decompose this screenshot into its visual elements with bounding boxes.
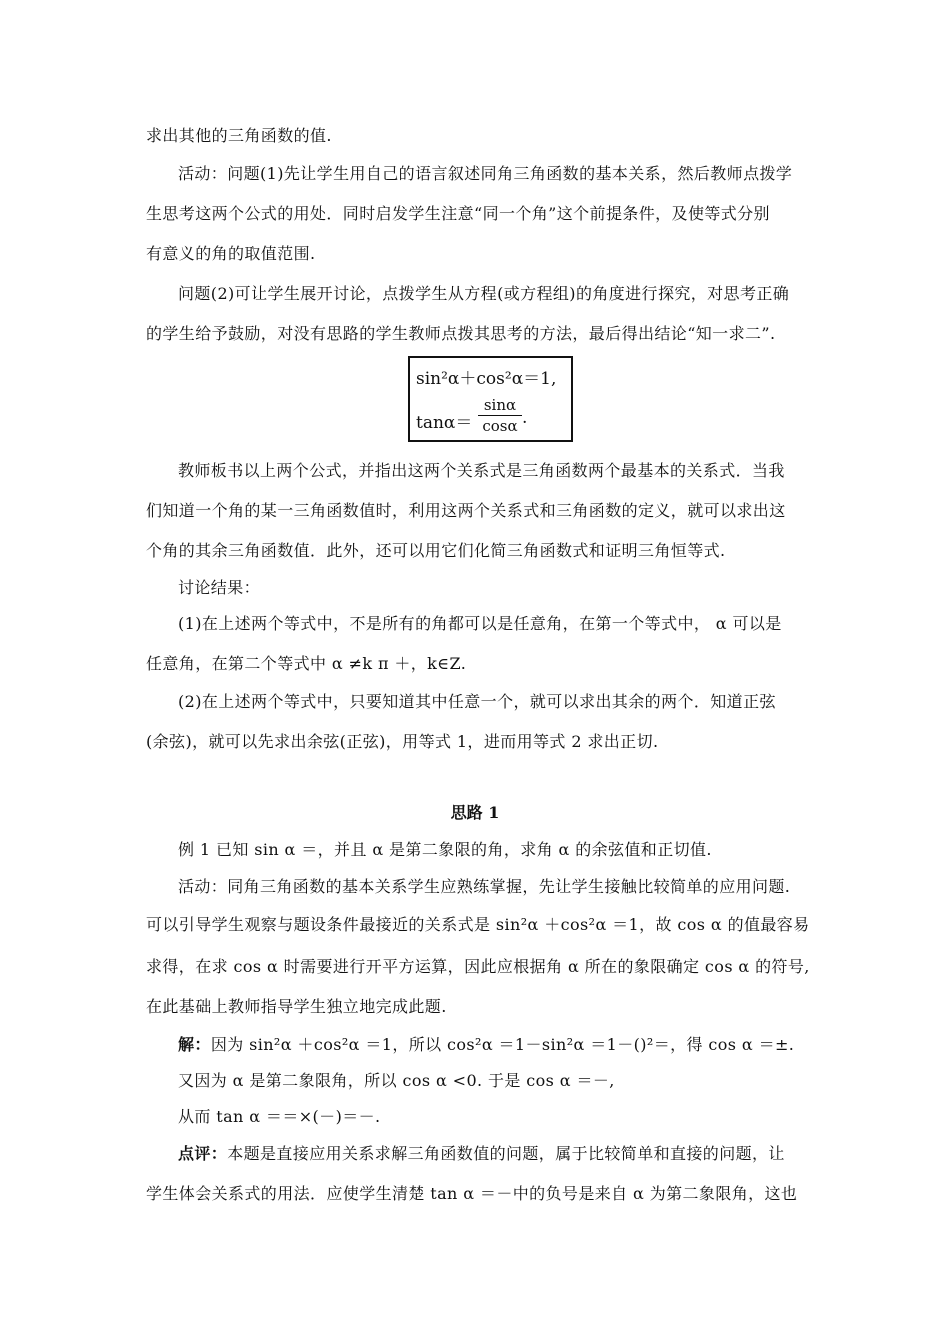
solution-label: 解：: [178, 1035, 211, 1054]
fraction-bar: [478, 415, 522, 416]
formula-period: .: [522, 408, 528, 428]
paragraph-line: 学生体会关系式的用法．应使学生清楚 tan α ＝－中的负号是来自 α 为第二象限角，这也: [146, 1184, 798, 1203]
paragraph-line: (2)在上述两个等式中，只要知道其中任意一个，就可以求出其余的两个．知道正弦: [178, 692, 776, 711]
section-title: 思路 1: [450, 803, 500, 822]
paragraph-line: 活动：同角三角函数的基本关系学生应熟练掌握，先让学生接触比较简单的应用问题.: [178, 877, 791, 896]
paragraph-line: 讨论结果：: [178, 578, 261, 597]
formula-fraction: [478, 396, 522, 435]
paragraph-line: 例 1 已知 sin α ＝，并且 α 是第二象限的角，求角 α 的余弦值和正切值.: [178, 840, 712, 859]
fraction-denominator: cosα: [482, 417, 518, 435]
paragraph-line: 又因为 α 是第二象限角，所以 cos α <0. 于是 cos α ＝－,: [178, 1071, 615, 1090]
comment-line: [178, 1144, 785, 1164]
comment-label: 点评：: [178, 1144, 228, 1163]
comment-text: 本题是直接应用关系求解三角函数值的问题，属于比较简单和直接的问题，让: [227, 1144, 785, 1163]
paragraph-line: 的学生给予鼓励，对没有思路的学生教师点拨其思考的方法，最后得出结论“知一求二”.: [146, 324, 776, 343]
solution-line: [178, 1035, 794, 1055]
paragraph-line: 生思考这两个公式的用处．同时启发学生注意“同一个角”这个前提条件，及使等式分别: [146, 204, 770, 223]
formula-box: [408, 356, 573, 442]
paragraph-line: 们知道一个角的某一三角函数值时，利用这两个关系式和三角函数的定义，就可以求出这: [146, 501, 786, 520]
paragraph-line: 有意义的角的取值范围.: [146, 244, 316, 263]
formula-identity-1: sin²α＋cos²α＝1,: [416, 369, 557, 389]
paragraph-line: 求得，在求 cos α 时需要进行开平方运算，因此应根据角 α 所在的象限确定 cos α 的符号,: [146, 957, 810, 976]
paragraph-line: (余弦)，就可以先求出余弦(正弦)，用等式 1，进而用等式 2 求出正切.: [146, 732, 659, 751]
paragraph-line: 求出其他的三角函数的值.: [146, 126, 332, 145]
paragraph-line: 可以引导学生观察与题设条件最接近的关系式是 sin²α ＋cos²α ＝1，故 cos α 的值最容易: [146, 915, 810, 934]
paragraph-line: 从而 tan α ＝＝×(－)＝－.: [178, 1107, 381, 1126]
paragraph-line: 任意角，在第二个等式中 α ≠k π ＋，k∈Z.: [146, 654, 467, 673]
paragraph-line: 个角的其余三角函数值．此外，还可以用它们化简三角函数式和证明三角恒等式.: [146, 541, 726, 560]
paragraph-line: 活动：问题(1)先让学生用自己的语言叙述同角三角函数的基本关系，然后教师点拨学: [178, 164, 793, 183]
fraction-numerator: sinα: [483, 396, 517, 414]
formula-identity-2-left: tanα＝: [416, 413, 473, 433]
paragraph-line: 教师板书以上两个公式，并指出这两个关系式是三角函数两个最基本的关系式．当我: [178, 461, 785, 480]
paragraph-line: 问题(2)可让学生展开讨论，点拨学生从方程(或方程组)的角度进行探究，对思考正确: [178, 284, 790, 303]
paragraph-line: (1)在上述两个等式中，不是所有的角都可以是任意角，在第一个等式中， α 可以是: [178, 614, 782, 633]
solution-text: 因为 sin²α ＋cos²α ＝1，所以 cos²α ＝1－sin²α ＝1－()²＝，得 cos α ＝±.: [210, 1035, 795, 1054]
paragraph-line: 在此基础上教师指导学生独立地完成此题.: [146, 997, 447, 1016]
